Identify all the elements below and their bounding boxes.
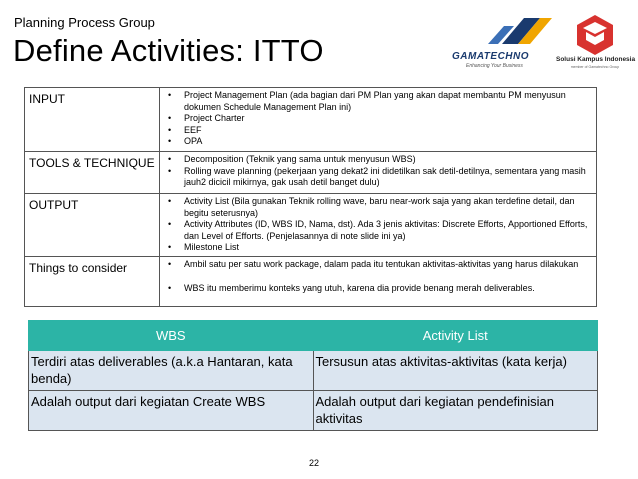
itto-row-output — [25, 194, 597, 257]
itto-table — [24, 87, 597, 307]
comparison-cell: Terdiri atas deliverables (a.k.a Hantaran, kata benda) — [29, 351, 314, 391]
itto-item: • Ambil satu per satu work package, dalam pada itu tentukan aktivitas-aktivitas yang harus dilakukan — [164, 259, 592, 271]
itto-item: • Milestone List — [164, 242, 592, 254]
itto-item: • WBS itu memberimu konteks yang utuh, karena dia provide benang merah deliverables. — [164, 283, 592, 295]
itto-item: • OPA — [164, 136, 592, 148]
comparison-cell: Adalah output dari kegiatan Create WBS — [29, 391, 314, 431]
slide-title: Define Activities: ITTO — [13, 33, 324, 68]
itto-label: INPUT — [25, 88, 160, 152]
slide-subtitle: Planning Process Group — [14, 15, 155, 30]
comparison-cell: Tersusun atas aktivitas-aktivitas (kata kerja) — [313, 351, 598, 391]
comparison-row — [29, 391, 598, 431]
gamatechno-name: GAMATECHNO — [452, 51, 530, 62]
comparison-header-row — [29, 321, 598, 351]
solusi-kampus-logo-icon — [556, 12, 634, 56]
solusi-kampus-member: member of Gamatechno Group — [570, 65, 620, 69]
itto-content — [160, 257, 597, 307]
itto-row-consider — [25, 257, 597, 307]
solusi-kampus-logo — [556, 12, 634, 72]
itto-label: OUTPUT — [25, 194, 160, 257]
itto-item: • Rolling wave planning (pekerjaan yang dekat2 ini didetilkan sak detil-detilnya, sementara yang masih jauh2 dicicil mikirnya, gak usah detil banget dulu) — [164, 166, 592, 189]
itto-content — [160, 194, 597, 257]
itto-item: • Project Management Plan (ada bagian dari PM Plan yang akan dapat membantu PM menyusun dokumen Schedule Management Plan ini) — [164, 90, 592, 113]
gamatechno-logo — [444, 12, 556, 70]
itto-item: • EEF — [164, 125, 592, 137]
itto-label: Things to consider — [25, 257, 160, 307]
comparison-cell: Adalah output dari kegiatan pendefinisian aktivitas — [313, 391, 598, 431]
itto-label: TOOLS & TECHNIQUE — [25, 152, 160, 194]
page-number: 22 — [309, 458, 320, 468]
wbs-comparison-table — [28, 320, 598, 431]
itto-row-input — [25, 88, 597, 152]
itto-item: • Decomposition (Teknik yang sama untuk menyusun WBS) — [164, 154, 592, 166]
itto-item: • Project Charter — [164, 113, 592, 125]
itto-item: • Activity List (Bila gunakan Teknik rolling wave, baru near-work saja yang akan terdefine detail, dan begitu seterusnya) — [164, 196, 592, 219]
itto-content — [160, 88, 597, 152]
solusi-kampus-name: Solusi Kampus Indonesia — [556, 56, 636, 63]
itto-row-tools — [25, 152, 597, 194]
comparison-header: Activity List — [313, 321, 598, 351]
comparison-header: WBS — [29, 321, 314, 351]
comparison-row — [29, 351, 598, 391]
gamatechno-logo-icon — [444, 12, 556, 52]
gamatechno-tagline: Enhancing Your Business — [466, 63, 523, 69]
itto-item: • Activity Attributes (ID, WBS ID, Nama, dst). Ada 3 jenis aktivitas: Discrete Efforts, Apportioned Efforts, dan Level of Efforts. (Penjelasannya di note slide ini ya) — [164, 219, 592, 242]
itto-content — [160, 152, 597, 194]
